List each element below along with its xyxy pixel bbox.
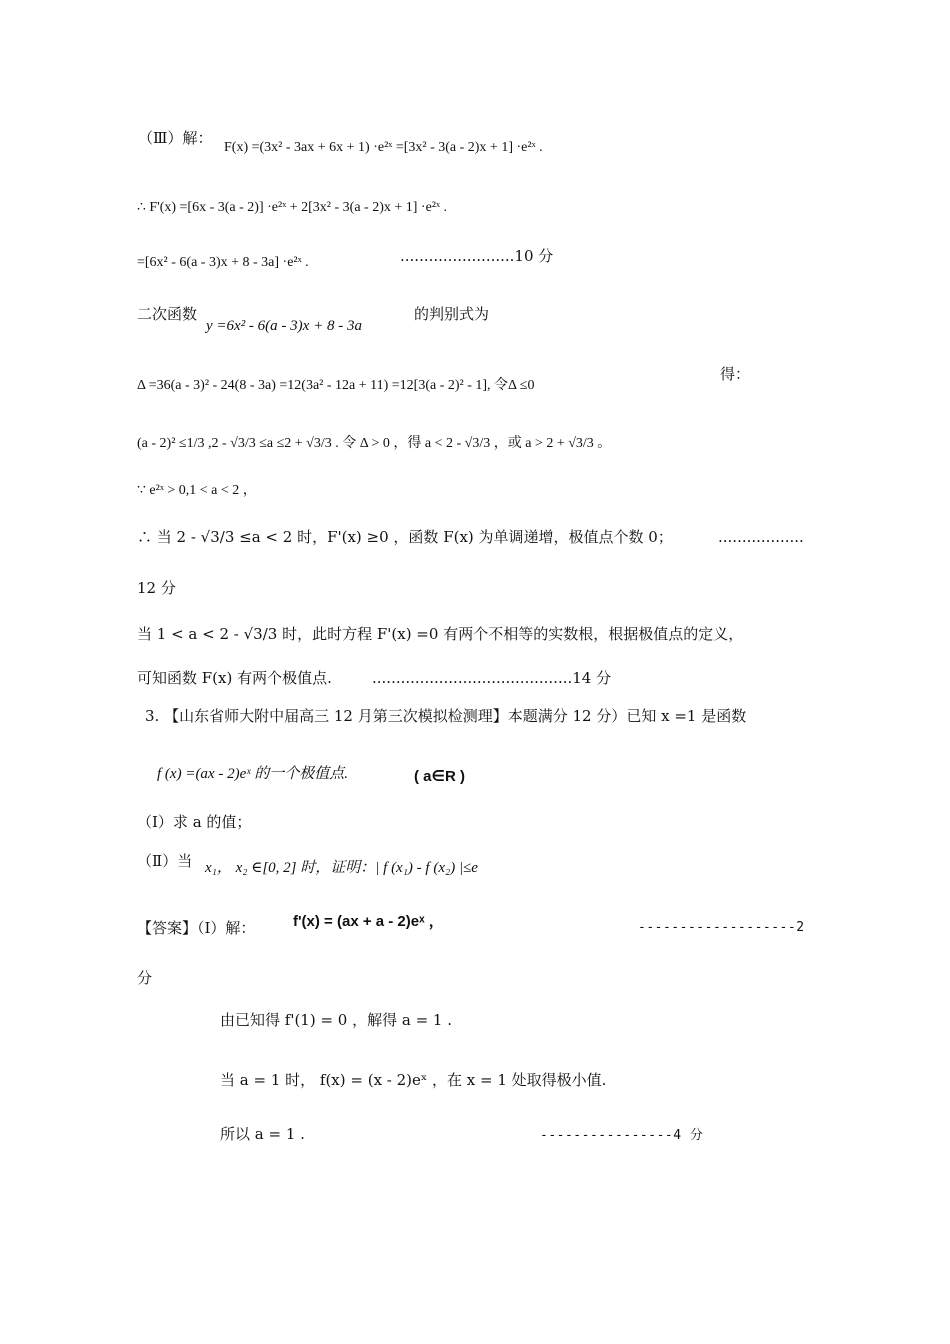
quadratic-label: 二次函数 (137, 305, 198, 323)
part-three-label: （Ⅲ）解： (138, 129, 213, 147)
a-in-R: ( a∈R ) (414, 768, 465, 785)
score-dashes-4: ----------------4 分 (540, 1128, 704, 1143)
discriminant-label: 的判别式为 (414, 305, 490, 323)
answer-derivative: f'(x) = (ax + a - 2)eˣ ， (293, 913, 444, 930)
part-two-statement: x₁， x₂ ∈[0, 2] 时，证明：| f (x₁) - f (x₂) |≤e (205, 860, 478, 876)
score-12: 12 分 (137, 579, 176, 597)
discriminant-suffix: 得： (720, 365, 751, 383)
score-14: ..........................................14 分 (372, 669, 612, 687)
conclusion-two-extrema: 可知函数 F(x) 有两个极值点. (137, 669, 332, 687)
score-10: ........................10 分 (400, 247, 554, 265)
problem-3-title: 3. 【山东省师大附中届高三 12 月第三次模拟检测理】本题满分 12 分）已知 x =1 是函数 (145, 707, 747, 725)
therefore-a: 所以 a = 1 . (220, 1125, 305, 1143)
case-monotonic: ∴ 当 2 - √3/3 ≤a < 2 时，F'(x) ≥0 ，函数 F(x) 为单调递增，极值点个数 0； (137, 528, 673, 546)
score-dashes-2: -------------------2 (638, 920, 805, 935)
exp-positive: ∵ e²ˣ > 0,1 < a < 2 ， (137, 483, 257, 498)
answer-label: 【答案】（Ⅰ）解： (137, 919, 256, 937)
formula-F-prime: ∴ F'(x) =[6x - 3(a - 2)] ·e²ˣ + 2[3x² - 3(a - 2)x + 1] ·e²ˣ . (137, 200, 448, 215)
problem-3-function: f (x) =(ax - 2)eˣ 的一个极值点. (157, 766, 348, 782)
part-one-question: （Ⅰ）求 a 的值； (137, 813, 252, 831)
score-2-unit: 分 (137, 969, 153, 987)
inequality-range: (a - 2)² ≤1/3 ,2 - √3/3 ≤a ≤2 + √3/3 . 令 Δ > 0 ，得 a < 2 - √3/3 ，或 a > 2 + √3/3 。 (137, 436, 612, 451)
quadratic-formula: y =6x² - 6(a - 3)x + 8 - 3a (206, 318, 362, 334)
verify-minimum: 当 a = 1 时， f(x) = (x - 2)eˣ ，在 x = 1 处取得极小值. (220, 1071, 607, 1089)
discriminant-formula: Δ =36(a - 3)² - 24(8 - 3a) =12(3a² - 12a + 11) =12[3(a - 2)² - 1], 令Δ ≤0 (137, 378, 535, 393)
formula-F-prime-simplified: =[6x² - 6(a - 3)x + 8 - 3a] ·e²ˣ . (137, 255, 309, 270)
score-dots-12: .................. (718, 528, 804, 546)
formula-F-of-x: F(x) =(3x² - 3ax + 6x + 1) ·e²ˣ =[3x² - 3(a - 2)x + 1] ·e²ˣ . (224, 140, 543, 155)
solve-a: 由已知得 f'(1) = 0 ，解得 a = 1 . (220, 1011, 453, 1029)
case-two-extrema: 当 1 < a < 2 - √3/3 时，此时方程 F'(x) =0 有两个不相等的实数根，根据极值点的定义， (137, 625, 744, 643)
part-two-label: （Ⅱ）当 (137, 852, 193, 870)
